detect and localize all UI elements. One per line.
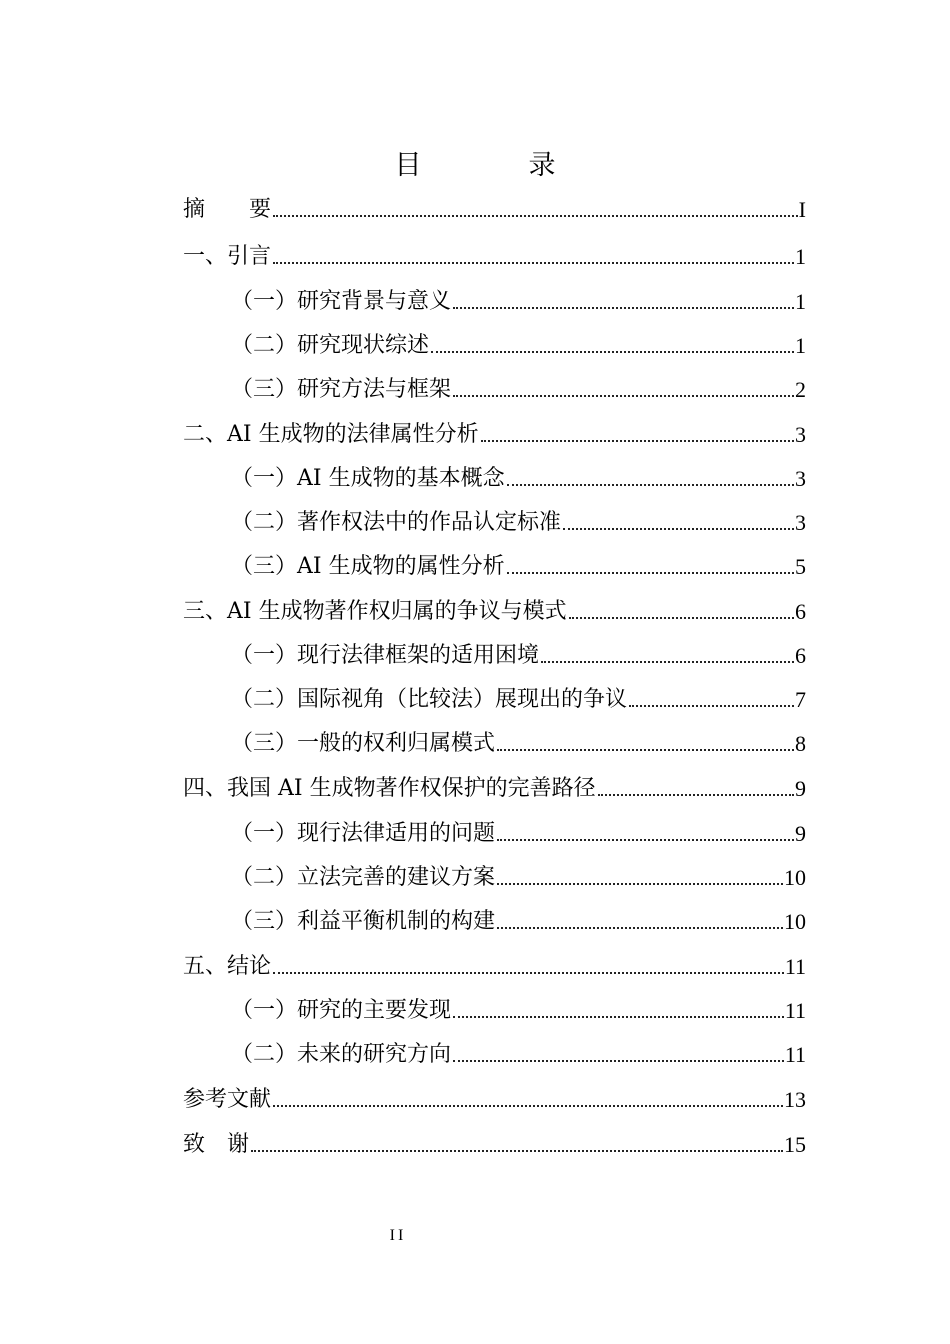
toc-entry-page: 11 [784,954,806,979]
toc-entry-label: （三）AI 生成物的属性分析 [231,554,505,579]
dot-leader [453,1059,784,1062]
toc-entry-label: （二）立法完善的建议方案 [231,865,496,890]
toc-entry-label: （三）研究方法与框架 [231,377,452,402]
toc-entry[interactable] [183,950,806,980]
toc-entry-label: （二）国际视角（比较法）展现出的争议 [231,687,628,712]
dot-leader [598,793,794,796]
toc-subentry[interactable] [183,329,806,359]
toc-subentry[interactable] [183,462,806,492]
dot-leader [541,660,794,663]
dot-leader [497,882,783,885]
dot-leader [251,1149,783,1152]
toc-entry-label: （二）著作权法中的作品认定标准 [231,510,562,535]
toc-entry-label: （二）未来的研究方向 [231,1042,452,1067]
page-number: II [389,1227,407,1244]
toc-entry-page: 2 [795,377,806,402]
toc-subentry[interactable] [183,550,806,580]
toc-entry-label: 五、结论 [183,954,272,979]
toc-entry-label: 致 谢 [183,1132,250,1157]
dot-leader [497,926,783,929]
dot-leader [431,350,794,353]
toc-subentry[interactable] [183,905,806,935]
toc-title: 目 录 [394,150,596,181]
dot-leader [453,306,794,309]
toc-entry-label: （一）研究的主要发现 [231,998,452,1023]
dot-leader [453,394,794,397]
dot-leader [273,261,794,264]
dot-leader [497,838,794,841]
toc-subentry[interactable] [183,683,806,713]
toc-entry-page: 5 [795,554,806,579]
toc-entry-page: 15 [784,1132,806,1157]
toc-entry-label: 三、AI 生成物著作权归属的争议与模式 [183,599,567,624]
dot-leader [507,483,794,486]
toc-entry[interactable] [183,418,806,448]
toc-entry-label: 一、引言 [183,244,272,269]
toc-entry-page: 10 [784,909,806,934]
dot-leader [569,616,794,619]
toc-entry-label: （二）研究现状综述 [231,333,430,358]
toc-entry-page: 8 [795,731,806,756]
dot-leader [273,971,784,974]
toc-entry-page: 6 [795,643,806,668]
toc-entry[interactable] [183,595,806,625]
toc-entry-page: 7 [795,687,806,712]
toc-entry-page: 10 [784,865,806,890]
dot-leader [507,571,794,574]
toc-entry-page: 11 [784,1042,806,1067]
toc-subentry[interactable] [183,1038,806,1068]
toc-subentry[interactable] [183,727,806,757]
dot-leader [497,748,794,751]
toc-subentry[interactable] [183,285,806,315]
toc-subentry[interactable] [183,373,806,403]
toc-entry-page: 9 [795,821,806,846]
dot-leader [629,704,794,707]
toc-entry-page: 1 [795,244,806,269]
toc-entry[interactable] [183,772,806,802]
dot-leader [453,1015,784,1018]
toc-entry-label: （一）研究背景与意义 [231,289,452,314]
toc-entry[interactable] [183,193,806,223]
toc-entry-page: 9 [795,776,806,801]
toc-entry-page: 3 [795,466,806,491]
dot-leader [273,1104,783,1107]
toc-entry-label: 二、AI 生成物的法律属性分析 [183,422,479,447]
toc-entry[interactable] [183,1083,806,1113]
toc-entry-page: I [798,197,806,222]
toc-subentry[interactable] [183,994,806,1024]
toc-entry[interactable] [183,240,806,270]
toc-entry-page: 3 [795,422,806,447]
dot-leader [563,527,794,530]
toc-subentry[interactable] [183,639,806,669]
toc-entry-label: （三）一般的权利归属模式 [231,731,496,756]
toc-entry-page: 13 [784,1087,806,1112]
toc-entry-label: （一）AI 生成物的基本概念 [231,466,505,491]
toc-entry-page: 1 [795,333,806,358]
toc-subentry[interactable] [183,506,806,536]
toc-entry[interactable] [183,1128,806,1158]
dot-leader [273,214,798,217]
toc-entry-page: 6 [795,599,806,624]
toc-entry-label: 摘 要 [183,197,272,222]
toc-subentry[interactable] [183,861,806,891]
toc-subentry[interactable] [183,817,806,847]
toc-entry-label: （一）现行法律框架的适用困境 [231,643,540,668]
toc-entry-label: 四、我国 AI 生成物著作权保护的完善路径 [183,776,596,801]
toc-entry-label: 参考文献 [183,1087,272,1112]
toc-entry-page: 1 [795,289,806,314]
toc-entry-label: （三）利益平衡机制的构建 [231,909,496,934]
dot-leader [481,439,794,442]
toc-entry-label: （一）现行法律适用的问题 [231,821,496,846]
toc-entry-page: 11 [784,998,806,1023]
toc-entry-page: 3 [795,510,806,535]
